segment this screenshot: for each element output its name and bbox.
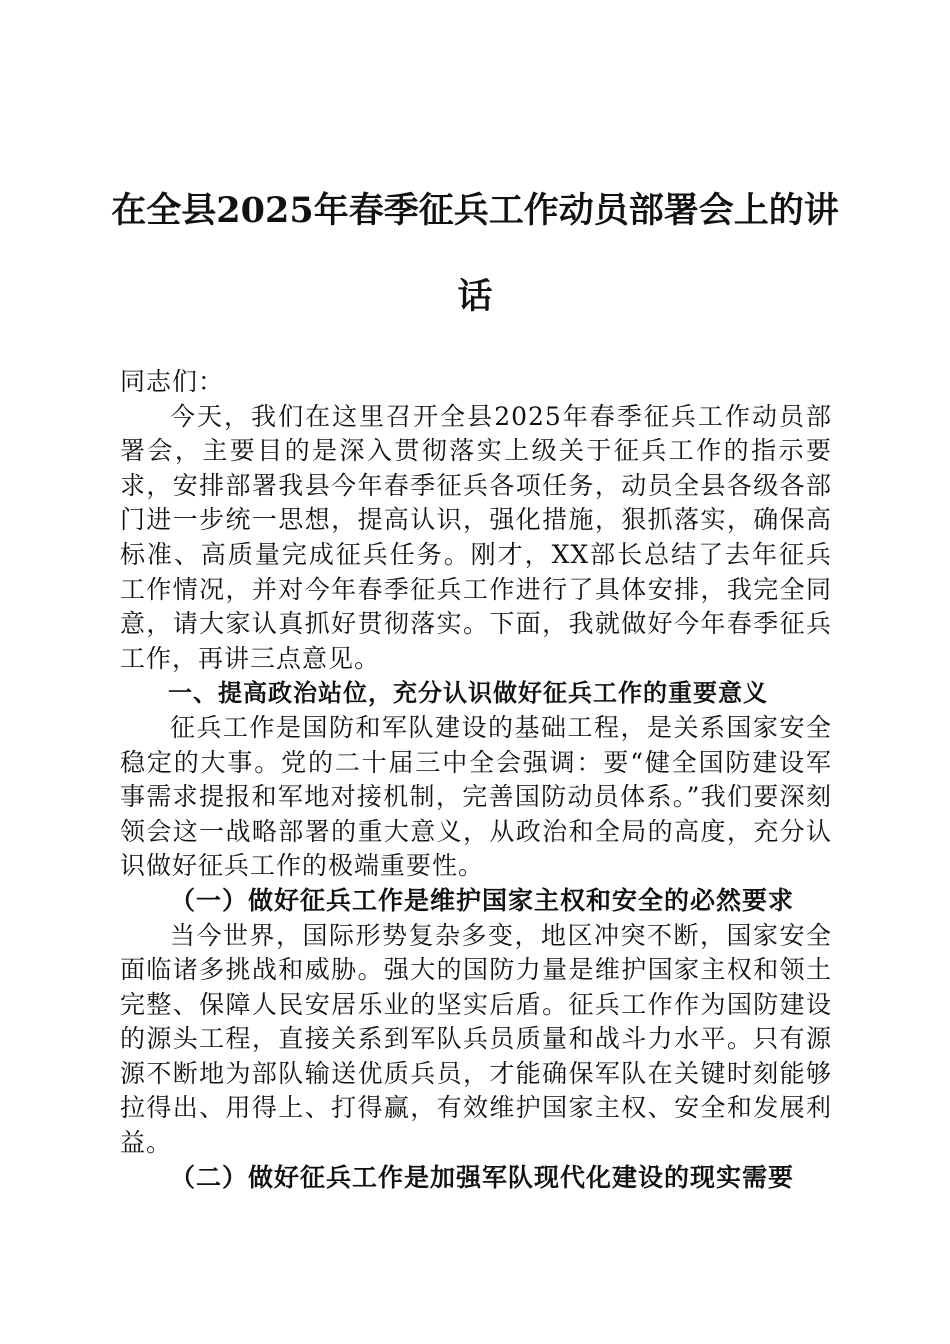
subheading-2: （二）做好征兵工作是加强军队现代化建设的现实需要 — [170, 1162, 795, 1192]
section-heading-1: 一、提高政治站位，充分认识做好征兵工作的重要意义 — [168, 679, 768, 708]
document-body — [120, 365, 832, 1195]
salutation: 同志们： — [120, 367, 225, 396]
intro-paragraph: 今天，我们在这里召开全县2025年春季征兵工作动员部署会，主要目的是深入贯彻落实上级关于征兵工作的指示要求，安排部署我县今年春季征兵各项任务，动员全县各级各部门进一步统一思想，提高认识，强化措施，狠抓落实，确保高标准、高质量完成征兵任务。刚才，XX部长总结了去年征兵工作情况，并对今年春季征兵工作进行了具体安排，我完全同意，请大家认真抓好贯彻落实。下面，我就做好今年春季征兵工作，再讲三点意见。 — [120, 401, 832, 673]
subheading-1-paragraph: 当今世界，国际形势复杂多变，地区冲突不断，国家安全面临诸多挑战和威胁。强大的国防力量是维护国家主权和领土完整、保障人民安居乐业的坚实后盾。征兵工作作为国防建设的源头工程，直接关系到军队兵员质量和战斗力水平。只有源源不断地为部队输送优质兵员，才能确保军队在关键时刻能够拉得出、用得上、打得赢，有效维护国家主权、安全和发展利益。 — [120, 920, 832, 1158]
subheading-1: （一）做好征兵工作是维护国家主权和安全的必然要求 — [170, 885, 795, 915]
section-1-paragraph: 征兵工作是国防和军队建设的基础工程，是关系国家安全稳定的大事。党的二十届三中全会强调：要“健全国防建设军事需求提报和军地对接机制，完善国防动员体系。”我们要深刻领会这一战略部署的重大意义，从政治和全局的高度，充分认识做好征兵工作的极端重要性。 — [120, 712, 832, 881]
document-title: 在全县2025年春季征兵工作动员部署会上的讲话 — [111, 190, 839, 317]
